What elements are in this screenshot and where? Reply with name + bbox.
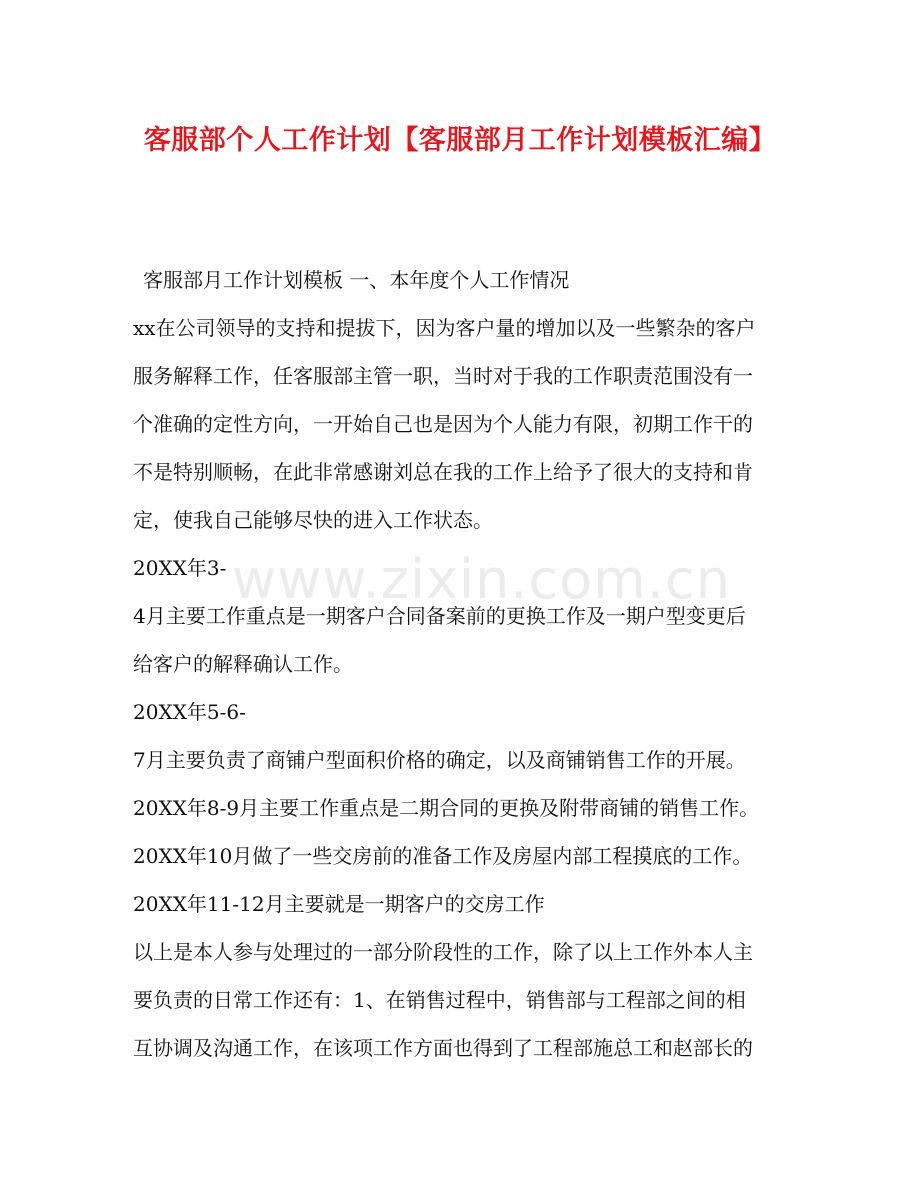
document-title: 客服部个人工作计划【客服部月工作计划模板汇编】 bbox=[143, 125, 777, 156]
paragraph-line: 不是特别顺畅，在此非常感谢刘总在我的工作上给予了很大的支持和肯 bbox=[133, 460, 753, 484]
paragraph-line: 要负责的日常工作还有：1、在销售过程中，销售部与工程部之间的相 bbox=[133, 988, 746, 1012]
paragraph-line: 给客户的解释确认工作。 bbox=[133, 652, 353, 676]
paragraph-line: xx在公司领导的支持和提拔下，因为客户量的增加以及一些繁杂的客户 bbox=[133, 316, 756, 340]
paragraph-line: 个准确的定性方向，一开始自己也是因为个人能力有限，初期工作干的 bbox=[133, 412, 753, 436]
paragraph-line: 4月主要工作重点是一期客户合同备案前的更换工作及一期户型变更后 bbox=[133, 604, 746, 628]
paragraph-line: 20XX年8-9月主要工作重点是二期合同的更换及附带商铺的销售工作。 bbox=[133, 796, 760, 820]
paragraph-line: 定，使我自己能够尽快的进入工作状态。 bbox=[133, 508, 493, 532]
paragraph-line: 20XX年5-6- bbox=[133, 700, 246, 724]
paragraph-line: 7月主要负责了商铺户型面积价格的确定，以及商铺销售工作的开展。 bbox=[133, 748, 746, 772]
document-body bbox=[133, 256, 793, 1072]
paragraph-line: 互协调及沟通工作，在该项工作方面也得到了工程部施总工和赵部长的 bbox=[133, 1036, 753, 1060]
paragraph-line: 20XX年11-12月主要就是一期客户的交房工作 bbox=[133, 892, 545, 916]
paragraph-line: 以上是本人参与处理过的一部分阶段性的工作，除了以上工作外本人主 bbox=[133, 940, 753, 964]
paragraph-line: 20XX年3- bbox=[133, 556, 227, 580]
paragraph-line: 服务解释工作，任客服部主管一职，当时对于我的工作职责范围没有一 bbox=[133, 364, 753, 388]
watermark: www.zixin.com.cn bbox=[232, 548, 731, 611]
paragraph-line: 客服部月工作计划模板 一、本年度个人工作情况 bbox=[143, 268, 570, 292]
paragraph-line: 20XX年10月做了一些交房前的准备工作及房屋内部工程摸底的工作。 bbox=[133, 844, 753, 868]
